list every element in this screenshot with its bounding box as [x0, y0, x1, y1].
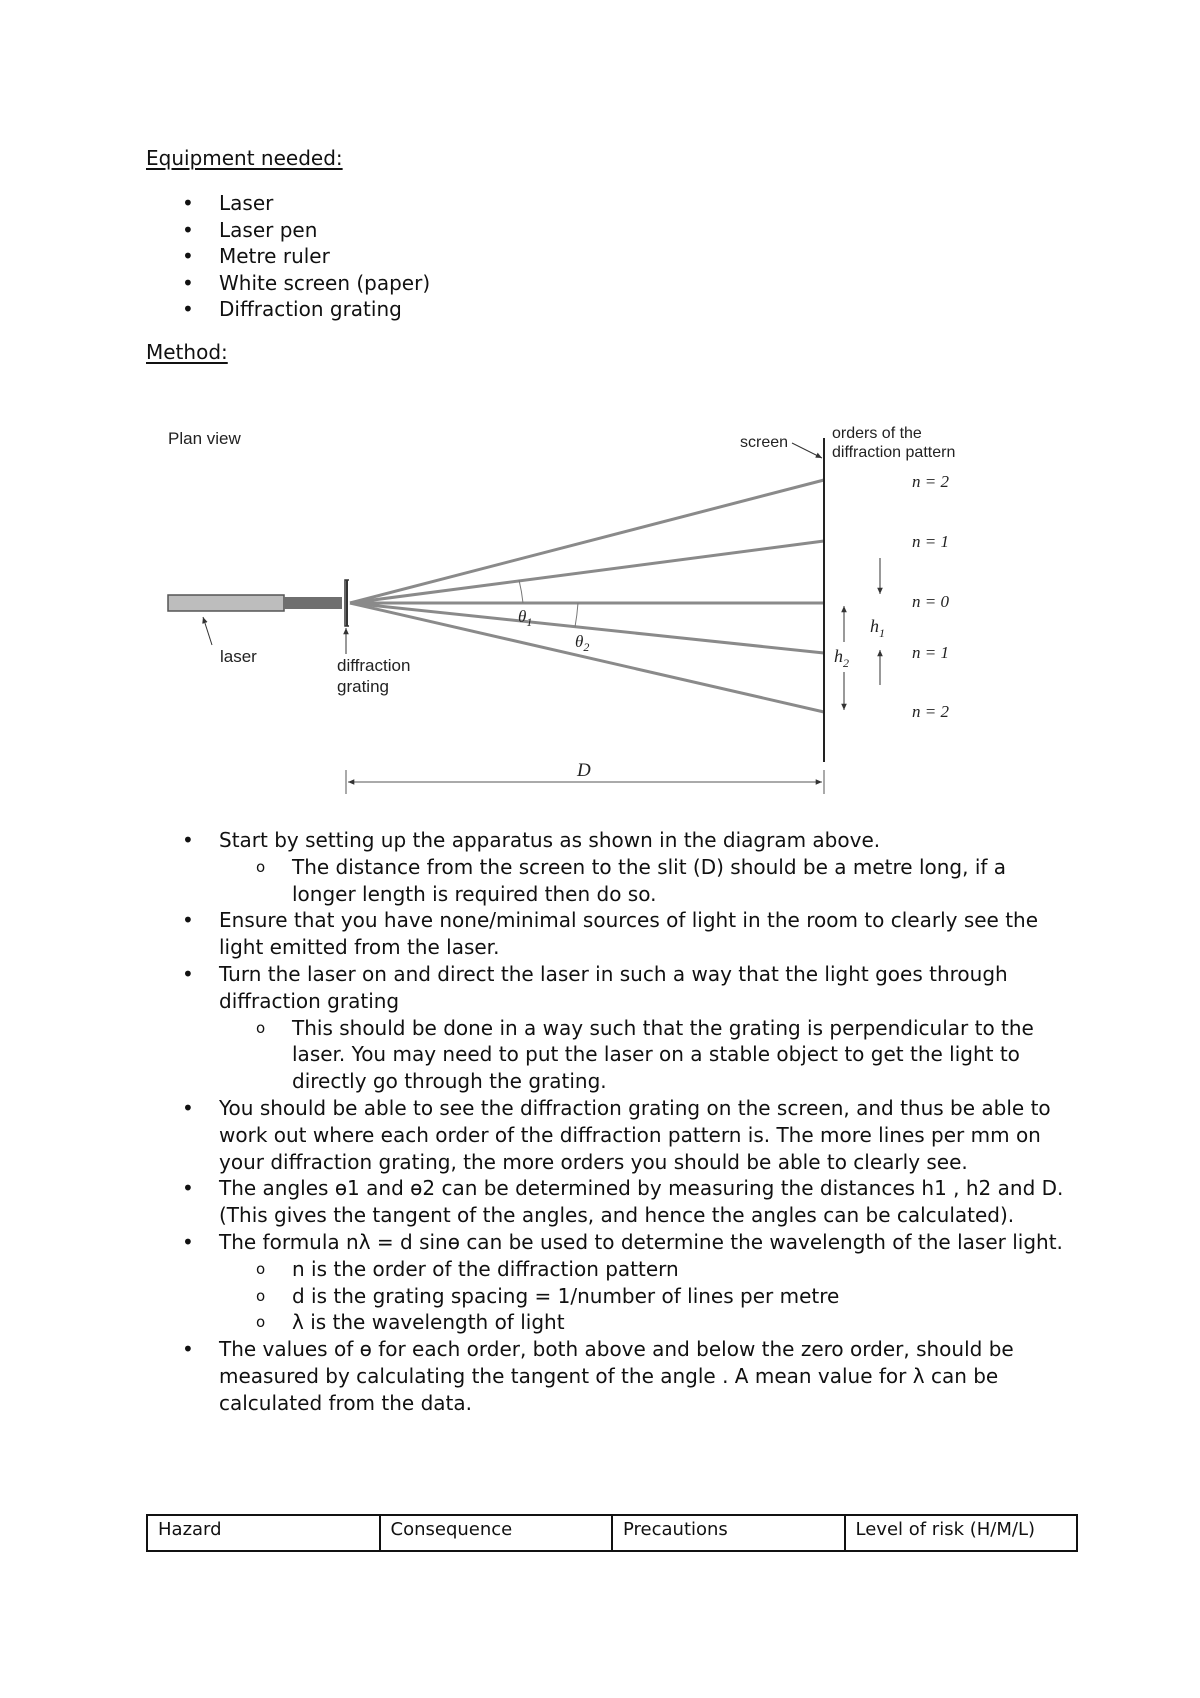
laser-label: laser — [220, 647, 257, 666]
theta1-label: $\theta_1$ — [518, 607, 533, 629]
bullet-icon: • — [182, 244, 194, 268]
ray-n1-top — [350, 541, 824, 603]
list-item — [146, 1175, 1076, 1229]
bullet-icon: • — [182, 961, 194, 986]
sub-bullet-icon: o — [256, 1313, 266, 1332]
ray-n2-bottom — [350, 603, 824, 712]
bullet-icon: • — [182, 828, 194, 852]
header-level-of-risk: Level of risk (H/M/L) — [845, 1515, 1078, 1551]
step-text: Start by setting up the apparatus as shown in the diagram above. — [219, 828, 881, 852]
bullet-icon: • — [182, 1229, 194, 1254]
plan-view-label: Plan view — [168, 429, 241, 448]
bullet-icon: • — [182, 191, 194, 215]
order-label-n2-bottom: n = 2 — [912, 702, 949, 721]
header-hazard: Hazard — [147, 1515, 380, 1551]
step-text: The values of ɵ for each order, both above and below the zero order, should be measured by calculating the tangent of the angle . A mean value for λ can be calculated from the data. — [219, 1337, 1014, 1415]
header-consequence: Consequence — [380, 1515, 613, 1551]
list-item — [146, 1283, 1076, 1310]
bullet-icon: • — [182, 908, 194, 933]
sub-bullet-icon: o — [256, 1018, 266, 1037]
theta2-arc — [575, 603, 578, 627]
laser-nozzle — [284, 597, 342, 609]
list-item — [146, 854, 1076, 908]
list-item — [146, 270, 430, 297]
step-text: The distance from the screen to the slit (D) should be a metre long, if a longer length is required then do so. — [292, 854, 1007, 906]
list-item — [146, 1336, 1076, 1416]
list-item — [146, 1015, 1076, 1095]
orders-label-line1: orders of the — [832, 425, 922, 442]
sub-bullet-icon: o — [256, 857, 266, 876]
list-item — [146, 1229, 1076, 1256]
step-text: You should be able to see the diffraction grating on the screen, and thus be able to work out where each order of the diffraction pattern is. The more lines per mm on your diffraction grating, the more orders you should be able to clearly see. — [219, 1095, 1051, 1174]
distance-label: D — [577, 760, 591, 781]
order-label-n1-bottom: n = 1 — [912, 643, 949, 662]
step-text: Ensure that you have none/minimal sources of light in the room to clearly see the light emitted from the laser. — [219, 908, 1039, 960]
equipment-heading: Equipment needed: — [146, 146, 343, 170]
bullet-icon: • — [182, 1095, 194, 1120]
ray-n2-top — [350, 480, 824, 603]
grating-label-line1: diffraction — [337, 656, 411, 675]
list-item — [146, 296, 430, 323]
step-text: The formula nλ = d sinɵ can be used to determine the wavelength of the laser light. — [219, 1229, 1063, 1254]
list-item — [146, 243, 430, 270]
equipment-list — [146, 190, 430, 323]
method-heading: Method: — [146, 340, 228, 364]
order-label-n1-top: n = 1 — [912, 532, 949, 551]
step-text: λ is the wavelength of light — [292, 1310, 565, 1335]
header-precautions: Precautions — [612, 1515, 845, 1551]
bullet-icon: • — [182, 1176, 194, 1201]
list-item — [146, 190, 430, 217]
equipment-item-text: Laser — [219, 191, 274, 215]
sub-bullet-icon: o — [256, 1259, 266, 1278]
list-item — [146, 961, 1076, 1015]
step-text: This should be done in a way such that the grating is perpendicular to the laser. You may need to put the laser on a stable object to get the light to directly go through the grating. — [292, 1015, 1034, 1094]
bullet-icon: • — [182, 1337, 194, 1362]
list-item — [146, 1309, 1076, 1336]
list-item — [146, 907, 1076, 961]
method-steps-list — [146, 827, 1076, 1417]
risk-assessment-table — [146, 1514, 1078, 1552]
h2-label: $h_2$ — [834, 646, 849, 670]
equipment-item-text: Diffraction grating — [219, 297, 402, 321]
diffraction-diagram — [150, 410, 990, 805]
laser-body — [168, 595, 284, 611]
orders-label-line2: diffraction pattern — [832, 444, 956, 461]
list-item — [146, 217, 430, 244]
theta1-arc — [519, 580, 523, 603]
list-item — [146, 1256, 1076, 1283]
list-item — [146, 1095, 1076, 1175]
bullet-icon: • — [182, 297, 194, 321]
step-text: The angles ɵ1 and ɵ2 can be determined by measuring the distances h1 , h2 and D. (This gives the tangent of the angles, and hence the angles can be calculated). — [219, 1176, 1064, 1228]
order-label-n2-top: n = 2 — [912, 472, 949, 491]
list-item — [146, 827, 1076, 854]
sub-bullet-icon: o — [256, 1286, 266, 1305]
equipment-item-text: Laser pen — [219, 217, 318, 242]
screen-label: screen — [740, 434, 789, 451]
grating-label-line2: grating — [337, 677, 389, 696]
h1-label: $h_1$ — [870, 616, 885, 640]
bullet-icon: • — [182, 270, 194, 295]
equipment-item-text: Metre ruler — [219, 244, 330, 268]
step-text: d is the grating spacing = 1/number of lines per metre — [292, 1283, 840, 1308]
theta2-label: $\theta_2$ — [575, 632, 590, 654]
table-header-row — [147, 1515, 1077, 1551]
step-text: n is the order of the diffraction pattern — [292, 1256, 679, 1281]
screen-pointer — [792, 443, 822, 458]
equipment-item-text: White screen (paper) — [219, 270, 431, 295]
order-label-n0: n = 0 — [912, 592, 949, 611]
step-text: Turn the laser on and direct the laser in such a way that the light goes through diffraction grating — [219, 961, 1008, 1013]
bullet-icon: • — [182, 217, 194, 242]
laser-pointer — [203, 617, 212, 645]
